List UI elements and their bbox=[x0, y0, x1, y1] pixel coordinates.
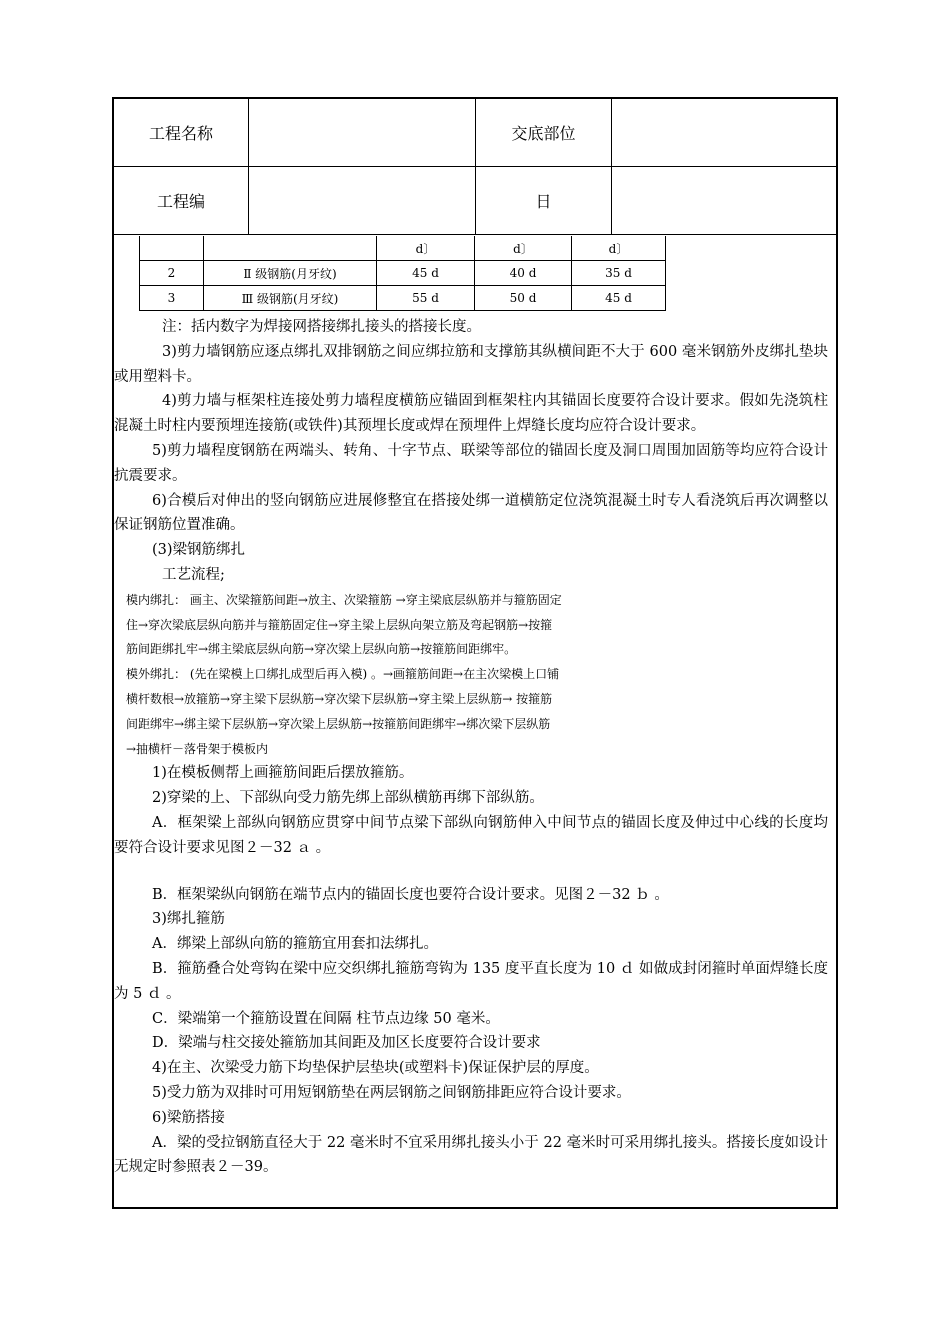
table-cell bbox=[140, 236, 204, 261]
section-title: (3)梁钢筋绑扎 bbox=[152, 542, 246, 559]
paragraph: 6)梁筋搭接 bbox=[152, 1109, 225, 1126]
project-no-label: 工程编 bbox=[114, 167, 249, 235]
document-frame bbox=[112, 97, 838, 1209]
paragraph: 5)剪力墙程度钢筋在两端头、转角、十字节点、联梁等部位的锚固长度及洞口周围加固筋等均应符合设计抗震要求。 bbox=[114, 442, 828, 484]
spacer bbox=[114, 861, 836, 883]
paragraph: B．箍筋叠合处弯钩在梁中应交织绑扎箍筋弯钩为 135 度平直长度为 10 ｄ 如做成封闭箍时单面焊缝长度为 5 ｄ 。 bbox=[114, 960, 828, 1002]
paragraph: 6)合模后对伸出的竖向钢筋应进展修整宜在搭接处绑一道横筋定位浇筑混凝土时专人看浇筑后再次调整以保证钢筋位置准确。 bbox=[114, 492, 828, 534]
table-cell: 3 bbox=[140, 286, 204, 311]
process-title: 工艺流程; bbox=[162, 566, 225, 583]
header-table bbox=[114, 99, 836, 235]
paragraph: C．梁端第一个箍筋设置在间隔 柱节点边缘 50 毫米。 bbox=[152, 1010, 500, 1027]
disclosure-part-value bbox=[612, 99, 837, 167]
paragraph: A．框架梁上部纵向钢筋应贯穿中间节点梁下部纵向钢筋伸入中间节点的锚固长度及伸过中心线的长度均要符合设计要求见图２－32 ａ 。 bbox=[114, 814, 828, 856]
paragraph: 1)在模板侧帮上画箍筋间距后摆放箍筋。 bbox=[152, 765, 414, 782]
paragraph: 4)剪力墙与框架柱连接处剪力墙程度横筋应锚固到框架柱内其锚固长度要符合设计要求。假如先浇筑柱混凝土时柱内要预埋连接筋(或铁件)其预埋长度或焊在预埋件上焊缝长度均应符合设计要求。 bbox=[114, 393, 828, 435]
table-cell: Ⅲ 级钢筋(月牙纹) bbox=[204, 286, 377, 311]
paragraph: 4)在主、次梁受力筋下均垫保护层垫块(或塑料卡)保证保护层的厚度。 bbox=[152, 1060, 599, 1077]
table-cell: 55 d bbox=[377, 286, 475, 311]
paragraph: A．梁的受拉钢筋直径大于 22 毫米时不宜采用绑扎接头小于 22 毫米时可采用绑扎接头。搭接长度如设计无规定时参照表２－39。 bbox=[114, 1134, 828, 1176]
paragraph: 5)受力筋为双排时可用短钢筋垫在两层钢筋之间钢筋排距应符合设计要求。 bbox=[152, 1084, 631, 1101]
table-cell: 50 d bbox=[475, 286, 572, 311]
project-name-label: 工程名称 bbox=[114, 99, 249, 167]
paragraph: 3)绑扎箍筋 bbox=[152, 911, 225, 928]
flow-line: 横杆数根→放箍筋→穿主梁下层纵筋→穿次梁下层纵筋→穿主梁上层纵筋→ 按箍筋 bbox=[126, 691, 553, 706]
table-cell: d〕 bbox=[475, 236, 572, 261]
disclosure-part-label: 交底部位 bbox=[476, 99, 612, 167]
flow-line: 筋间距绑扎牢→绑主梁底层纵向筋→穿次梁上层纵向筋→按箍筋间距绑牢。 bbox=[126, 642, 517, 657]
date-value bbox=[612, 167, 837, 235]
table-cell: 45 d bbox=[377, 261, 475, 286]
table-row bbox=[140, 286, 666, 311]
table-row bbox=[140, 261, 666, 286]
flow-line: →抽横杆－落骨架于模板内 bbox=[126, 741, 269, 756]
paragraph: 3)剪力墙钢筋应逐点绑扎双排钢筋之间应绑拉筋和支撑筋其纵横间距不大于 600 毫米钢筋外皮绑扎垫块或用塑料卡。 bbox=[114, 343, 828, 385]
table-cell: 40 d bbox=[475, 261, 572, 286]
project-name-value bbox=[249, 99, 476, 167]
table-cell: 35 d bbox=[572, 261, 666, 286]
lap-length-table bbox=[139, 236, 666, 311]
table-cell: 45 d bbox=[572, 286, 666, 311]
table-cell: Ⅱ 级钢筋(月牙纹) bbox=[204, 261, 377, 286]
flow-line: 模内绑扎： 画主、次梁箍筋间距→放主、次梁箍筋 →穿主梁底层纵筋并与箍筋固定 bbox=[126, 592, 562, 607]
flow-line: 模外绑扎： (先在梁模上口绑扎成型后再入模) 。→画箍筋间距→在主次梁模上口铺 bbox=[126, 667, 560, 682]
project-no-value bbox=[249, 167, 476, 235]
table-row bbox=[140, 236, 666, 261]
flow-line: 住→穿次梁底层纵向筋并与箍筋固定住→穿主梁上层纵向架立筋及弯起钢筋→按箍 bbox=[126, 617, 553, 632]
paragraph: B．框架梁纵向钢筋在端节点内的锚固长度也要符合设计要求。见图２－32 ｂ 。 bbox=[152, 886, 669, 903]
paragraph: 2)穿梁的上、下部纵向受力筋先绑上部纵横筋再绑下部纵筋。 bbox=[152, 790, 544, 807]
table-cell: 2 bbox=[140, 261, 204, 286]
table-cell: d〕 bbox=[377, 236, 475, 261]
paragraph: D．梁端与柱交接处箍筋加其间距及加区长度要符合设计要求 bbox=[152, 1035, 541, 1052]
paragraph: A．绑梁上部纵向筋的箍筋宜用套扣法绑扎。 bbox=[152, 936, 438, 953]
date-label: 日 bbox=[476, 167, 612, 235]
body-text bbox=[114, 315, 836, 1180]
flow-line: 间距绑牢→绑主梁下层纵筋→穿次梁上层纵筋→按箍筋间距绑牢→绑次梁下层纵筋 bbox=[126, 716, 551, 731]
table-cell bbox=[204, 236, 377, 261]
table-cell: d〕 bbox=[572, 236, 666, 261]
note-paragraph: 注：括内数字为焊接网搭接绑扎接头的搭接长度。 bbox=[162, 319, 481, 335]
